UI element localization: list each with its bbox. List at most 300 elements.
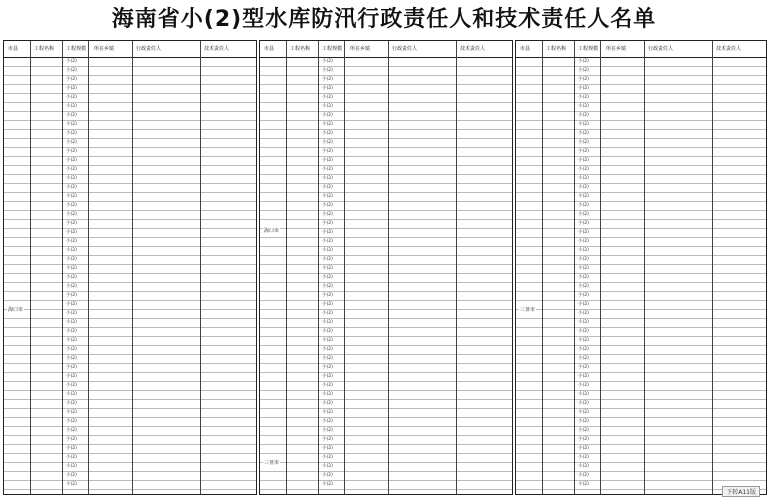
table-row bbox=[260, 229, 512, 238]
table-row bbox=[4, 193, 256, 202]
table-row bbox=[260, 130, 512, 139]
table-row bbox=[4, 427, 256, 436]
scale-cell: 小(2) bbox=[578, 473, 589, 478]
table-row bbox=[516, 382, 766, 391]
scale-cell: 小(2) bbox=[322, 374, 333, 379]
table-row bbox=[4, 148, 256, 157]
scale-cell: 小(2) bbox=[322, 131, 333, 136]
table-row bbox=[516, 130, 766, 139]
scale-cell: 小(2) bbox=[66, 473, 77, 478]
table-row bbox=[516, 256, 766, 265]
scale-cell: 小(2) bbox=[322, 329, 333, 334]
scale-cell: 小(2) bbox=[322, 428, 333, 433]
city-label: 海口市 bbox=[264, 228, 280, 234]
table-row bbox=[260, 355, 512, 364]
scale-cell: 小(2) bbox=[322, 392, 333, 397]
table-row bbox=[4, 310, 256, 319]
header-scale: 工程规模 bbox=[66, 46, 87, 52]
table-row bbox=[4, 472, 256, 481]
scale-cell: 小(2) bbox=[322, 293, 333, 298]
scale-cell: 小(2) bbox=[578, 446, 589, 451]
table-row bbox=[4, 436, 256, 445]
scale-cell: 小(2) bbox=[322, 212, 333, 217]
table-row bbox=[4, 400, 256, 409]
scale-cell: 小(2) bbox=[578, 122, 589, 127]
table-row bbox=[4, 382, 256, 391]
scale-cell: 小(2) bbox=[66, 113, 77, 118]
table-row bbox=[260, 94, 512, 103]
scale-cell: 小(2) bbox=[578, 230, 589, 235]
table-row bbox=[4, 328, 256, 337]
table-row bbox=[4, 112, 256, 121]
scale-cell: 小(2) bbox=[66, 329, 77, 334]
table-row bbox=[4, 157, 256, 166]
scale-cell: 小(2) bbox=[66, 356, 77, 361]
header-reservoir: 工程名称 bbox=[546, 46, 567, 52]
scale-cell: 小(2) bbox=[578, 194, 589, 199]
column-divider bbox=[388, 41, 389, 494]
scale-cell: 小(2) bbox=[578, 212, 589, 217]
table-row bbox=[260, 436, 512, 445]
scale-cell: 小(2) bbox=[322, 482, 333, 487]
scale-cell: 小(2) bbox=[578, 338, 589, 343]
table-row bbox=[516, 292, 766, 301]
column-divider bbox=[200, 41, 201, 494]
scale-cell: 小(2) bbox=[322, 203, 333, 208]
scale-cell: 小(2) bbox=[322, 185, 333, 190]
table-row bbox=[516, 157, 766, 166]
scale-cell: 小(2) bbox=[322, 230, 333, 235]
table-row bbox=[516, 76, 766, 85]
scale-cell: 小(2) bbox=[66, 95, 77, 100]
scale-cell: 小(2) bbox=[66, 419, 77, 424]
scale-cell: 小(2) bbox=[322, 338, 333, 343]
table-row bbox=[260, 481, 512, 490]
scale-cell: 小(2) bbox=[66, 482, 77, 487]
scale-cell: 小(2) bbox=[322, 320, 333, 325]
table-row bbox=[260, 418, 512, 427]
table-row bbox=[4, 202, 256, 211]
scale-cell: 小(2) bbox=[578, 383, 589, 388]
scale-cell: 小(2) bbox=[578, 68, 589, 73]
table-row bbox=[516, 85, 766, 94]
next-page-link[interactable]: 下转A11版 bbox=[722, 486, 760, 497]
table-row bbox=[516, 184, 766, 193]
column-divider bbox=[286, 41, 287, 494]
scale-cell: 小(2) bbox=[66, 77, 77, 82]
table-row bbox=[260, 346, 512, 355]
table-row bbox=[516, 238, 766, 247]
table-row bbox=[260, 337, 512, 346]
scale-cell: 小(2) bbox=[578, 311, 589, 316]
header-admin: 行政责任人 bbox=[392, 46, 418, 52]
scale-cell: 小(2) bbox=[578, 302, 589, 307]
scale-cell: 小(2) bbox=[578, 239, 589, 244]
scale-cell: 小(2) bbox=[66, 311, 77, 316]
table-row bbox=[260, 472, 512, 481]
table-row bbox=[516, 67, 766, 76]
scale-cell: 小(2) bbox=[66, 392, 77, 397]
table-row bbox=[260, 202, 512, 211]
header-city: 市县 bbox=[8, 46, 19, 52]
table-row bbox=[4, 301, 256, 310]
scale-cell: 小(2) bbox=[322, 158, 333, 163]
scale-cell: 小(2) bbox=[66, 149, 77, 154]
table-row bbox=[260, 76, 512, 85]
table-row bbox=[260, 373, 512, 382]
table-row bbox=[516, 94, 766, 103]
table-row bbox=[260, 256, 512, 265]
table-row bbox=[516, 400, 766, 409]
table-row bbox=[260, 319, 512, 328]
scale-cell: 小(2) bbox=[66, 104, 77, 109]
scale-cell: 小(2) bbox=[578, 140, 589, 145]
table-row bbox=[516, 409, 766, 418]
table-row bbox=[260, 274, 512, 283]
scale-cell: 小(2) bbox=[578, 365, 589, 370]
table-row bbox=[516, 328, 766, 337]
scale-cell: 小(2) bbox=[322, 446, 333, 451]
scale-cell: 小(2) bbox=[578, 248, 589, 253]
table-row bbox=[4, 265, 256, 274]
column-divider bbox=[574, 41, 575, 494]
table-row bbox=[516, 391, 766, 400]
scale-cell: 小(2) bbox=[578, 131, 589, 136]
table-panel-1 bbox=[3, 40, 257, 495]
table-row bbox=[516, 364, 766, 373]
table-row bbox=[516, 175, 766, 184]
scale-cell: 小(2) bbox=[66, 455, 77, 460]
scale-cell: 小(2) bbox=[66, 284, 77, 289]
scale-cell: 小(2) bbox=[66, 293, 77, 298]
table-row bbox=[4, 481, 256, 490]
scale-cell: 小(2) bbox=[322, 356, 333, 361]
table-row bbox=[4, 355, 256, 364]
scale-cell: 小(2) bbox=[66, 383, 77, 388]
scale-cell: 小(2) bbox=[322, 365, 333, 370]
scale-cell: 小(2) bbox=[578, 176, 589, 181]
scale-cell: 小(2) bbox=[66, 131, 77, 136]
table-row bbox=[4, 337, 256, 346]
scale-cell: 小(2) bbox=[322, 194, 333, 199]
scale-cell: 小(2) bbox=[578, 185, 589, 190]
scale-cell: 小(2) bbox=[322, 383, 333, 388]
scale-cell: 小(2) bbox=[578, 329, 589, 334]
scale-cell: 小(2) bbox=[66, 365, 77, 370]
table-row bbox=[4, 256, 256, 265]
table-row bbox=[260, 292, 512, 301]
table-row bbox=[260, 445, 512, 454]
scale-cell: 小(2) bbox=[66, 230, 77, 235]
column-divider bbox=[30, 41, 31, 494]
table-row bbox=[516, 139, 766, 148]
scale-cell: 小(2) bbox=[578, 464, 589, 469]
scale-cell: 小(2) bbox=[578, 320, 589, 325]
scale-cell: 小(2) bbox=[66, 194, 77, 199]
table-row bbox=[260, 328, 512, 337]
table-row bbox=[516, 310, 766, 319]
table-row bbox=[260, 427, 512, 436]
table-row bbox=[4, 103, 256, 112]
scale-cell: 小(2) bbox=[66, 68, 77, 73]
table-row bbox=[4, 463, 256, 472]
table-row bbox=[260, 220, 512, 229]
column-divider bbox=[644, 41, 645, 494]
column-divider bbox=[318, 41, 319, 494]
scale-cell: 小(2) bbox=[322, 122, 333, 127]
scale-cell: 小(2) bbox=[66, 212, 77, 217]
table-row bbox=[516, 274, 766, 283]
table-row bbox=[516, 337, 766, 346]
table-row bbox=[4, 139, 256, 148]
table-row bbox=[260, 283, 512, 292]
table-row bbox=[4, 184, 256, 193]
table-row bbox=[4, 220, 256, 229]
table-row bbox=[260, 184, 512, 193]
scale-cell: 小(2) bbox=[578, 356, 589, 361]
header-reservoir: 工程名称 bbox=[290, 46, 311, 52]
table-row bbox=[4, 454, 256, 463]
table-row bbox=[516, 211, 766, 220]
scale-cell: 小(2) bbox=[322, 95, 333, 100]
column-divider bbox=[62, 41, 63, 494]
table-row bbox=[4, 319, 256, 328]
scale-cell: 小(2) bbox=[578, 455, 589, 460]
scale-cell: 小(2) bbox=[322, 473, 333, 478]
table-row bbox=[4, 274, 256, 283]
table-row bbox=[516, 121, 766, 130]
scale-cell: 小(2) bbox=[66, 221, 77, 226]
scale-cell: 小(2) bbox=[322, 149, 333, 154]
scale-cell: 小(2) bbox=[322, 77, 333, 82]
table-row bbox=[260, 310, 512, 319]
header-city: 市县 bbox=[520, 46, 531, 52]
header-scale: 工程规模 bbox=[578, 46, 599, 52]
table-row bbox=[516, 319, 766, 328]
scale-cell: 小(2) bbox=[322, 248, 333, 253]
table-row bbox=[516, 58, 766, 67]
table-row bbox=[260, 148, 512, 157]
table-row bbox=[260, 391, 512, 400]
header-city: 市县 bbox=[264, 46, 275, 52]
table-row bbox=[4, 85, 256, 94]
table-row bbox=[4, 418, 256, 427]
table-row bbox=[260, 409, 512, 418]
table-row bbox=[260, 193, 512, 202]
table-row bbox=[4, 292, 256, 301]
table-row bbox=[516, 346, 766, 355]
table-row bbox=[4, 175, 256, 184]
scale-cell: 小(2) bbox=[322, 266, 333, 271]
table-row bbox=[516, 445, 766, 454]
scale-cell: 小(2) bbox=[578, 203, 589, 208]
city-label: 三亚市 bbox=[264, 460, 280, 466]
scale-cell: 小(2) bbox=[66, 410, 77, 415]
column-divider bbox=[88, 41, 89, 494]
scale-cell: 小(2) bbox=[578, 482, 589, 487]
scale-cell: 小(2) bbox=[66, 374, 77, 379]
scale-cell: 小(2) bbox=[66, 464, 77, 469]
scale-cell: 小(2) bbox=[322, 86, 333, 91]
table-panel-3 bbox=[515, 40, 767, 495]
scale-cell: 小(2) bbox=[578, 419, 589, 424]
scale-cell: 小(2) bbox=[66, 275, 77, 280]
scale-cell: 小(2) bbox=[578, 77, 589, 82]
table-row bbox=[516, 283, 766, 292]
table-body bbox=[260, 58, 512, 494]
scale-cell: 小(2) bbox=[322, 140, 333, 145]
table-row bbox=[516, 427, 766, 436]
scale-cell: 小(2) bbox=[322, 284, 333, 289]
table-row bbox=[516, 301, 766, 310]
table-row bbox=[516, 355, 766, 364]
table-row bbox=[260, 382, 512, 391]
column-divider bbox=[456, 41, 457, 494]
table-row bbox=[516, 103, 766, 112]
column-divider bbox=[344, 41, 345, 494]
scale-cell: 小(2) bbox=[66, 401, 77, 406]
header-town: 所在乡镇 bbox=[94, 46, 115, 52]
table-header bbox=[260, 41, 512, 58]
table-row bbox=[4, 58, 256, 67]
table-row bbox=[260, 463, 512, 472]
table-row bbox=[4, 94, 256, 103]
scale-cell: 小(2) bbox=[66, 158, 77, 163]
table-row bbox=[516, 418, 766, 427]
table-header bbox=[516, 41, 766, 58]
scale-cell: 小(2) bbox=[322, 347, 333, 352]
table-row bbox=[516, 148, 766, 157]
scale-cell: 小(2) bbox=[578, 428, 589, 433]
scale-cell: 小(2) bbox=[578, 410, 589, 415]
column-divider bbox=[542, 41, 543, 494]
header-town: 所在乡镇 bbox=[350, 46, 371, 52]
table-row bbox=[4, 409, 256, 418]
table-row bbox=[4, 238, 256, 247]
scale-cell: 小(2) bbox=[66, 86, 77, 91]
table-row bbox=[260, 301, 512, 310]
scale-cell: 小(2) bbox=[322, 59, 333, 64]
scale-cell: 小(2) bbox=[322, 311, 333, 316]
header-admin: 行政责任人 bbox=[648, 46, 674, 52]
scale-cell: 小(2) bbox=[578, 149, 589, 154]
scale-cell: 小(2) bbox=[322, 437, 333, 442]
scale-cell: 小(2) bbox=[322, 410, 333, 415]
scale-cell: 小(2) bbox=[578, 113, 589, 118]
table-row bbox=[4, 130, 256, 139]
table-row bbox=[4, 445, 256, 454]
scale-cell: 小(2) bbox=[66, 140, 77, 145]
table-row bbox=[516, 436, 766, 445]
table-row bbox=[260, 139, 512, 148]
table-row bbox=[516, 454, 766, 463]
scale-cell: 小(2) bbox=[66, 203, 77, 208]
scale-cell: 小(2) bbox=[66, 167, 77, 172]
scale-cell: 小(2) bbox=[578, 284, 589, 289]
city-label: 海口市 bbox=[8, 307, 24, 313]
header-tech: 技术责任人 bbox=[460, 46, 486, 52]
table-row bbox=[4, 283, 256, 292]
scale-cell: 小(2) bbox=[578, 437, 589, 442]
table-row bbox=[516, 463, 766, 472]
table-row bbox=[4, 76, 256, 85]
scale-cell: 小(2) bbox=[66, 248, 77, 253]
table-row bbox=[260, 166, 512, 175]
table-row bbox=[4, 364, 256, 373]
scale-cell: 小(2) bbox=[66, 176, 77, 181]
table-row bbox=[260, 400, 512, 409]
table-body bbox=[4, 58, 256, 494]
scale-cell: 小(2) bbox=[322, 176, 333, 181]
scale-cell: 小(2) bbox=[578, 374, 589, 379]
scale-cell: 小(2) bbox=[66, 320, 77, 325]
table-row bbox=[516, 265, 766, 274]
table-row bbox=[260, 85, 512, 94]
column-divider bbox=[600, 41, 601, 494]
table-row bbox=[260, 67, 512, 76]
table-row bbox=[516, 193, 766, 202]
table-row bbox=[4, 391, 256, 400]
scale-cell: 小(2) bbox=[322, 239, 333, 244]
table-row bbox=[260, 247, 512, 256]
header-town: 所在乡镇 bbox=[606, 46, 627, 52]
table-row bbox=[516, 112, 766, 121]
table-row bbox=[260, 58, 512, 67]
table-row bbox=[4, 67, 256, 76]
table-row bbox=[516, 472, 766, 481]
scale-cell: 小(2) bbox=[322, 104, 333, 109]
scale-cell: 小(2) bbox=[578, 257, 589, 262]
scale-cell: 小(2) bbox=[578, 401, 589, 406]
scale-cell: 小(2) bbox=[322, 275, 333, 280]
scale-cell: 小(2) bbox=[322, 221, 333, 226]
table-row bbox=[516, 373, 766, 382]
header-reservoir: 工程名称 bbox=[34, 46, 55, 52]
scale-cell: 小(2) bbox=[578, 347, 589, 352]
table-body bbox=[516, 58, 766, 494]
scale-cell: 小(2) bbox=[578, 221, 589, 226]
scale-cell: 小(2) bbox=[66, 446, 77, 451]
table-row bbox=[4, 373, 256, 382]
column-divider bbox=[132, 41, 133, 494]
table-row bbox=[260, 211, 512, 220]
scale-cell: 小(2) bbox=[66, 338, 77, 343]
scale-cell: 小(2) bbox=[578, 167, 589, 172]
scale-cell: 小(2) bbox=[322, 401, 333, 406]
table-header bbox=[4, 41, 256, 58]
table-row bbox=[260, 121, 512, 130]
table-row bbox=[516, 247, 766, 256]
scale-cell: 小(2) bbox=[66, 185, 77, 190]
table-row bbox=[4, 211, 256, 220]
scale-cell: 小(2) bbox=[578, 158, 589, 163]
header-tech: 技术责任人 bbox=[204, 46, 230, 52]
scale-cell: 小(2) bbox=[322, 464, 333, 469]
scale-cell: 小(2) bbox=[322, 419, 333, 424]
scale-cell: 小(2) bbox=[66, 266, 77, 271]
table-row bbox=[260, 175, 512, 184]
scale-cell: 小(2) bbox=[322, 302, 333, 307]
scale-cell: 小(2) bbox=[578, 104, 589, 109]
table-row bbox=[4, 346, 256, 355]
scale-cell: 小(2) bbox=[66, 347, 77, 352]
column-divider bbox=[712, 41, 713, 494]
scale-cell: 小(2) bbox=[322, 113, 333, 118]
header-tech: 技术责任人 bbox=[716, 46, 742, 52]
scale-cell: 小(2) bbox=[66, 302, 77, 307]
scale-cell: 小(2) bbox=[322, 167, 333, 172]
table-row bbox=[260, 364, 512, 373]
